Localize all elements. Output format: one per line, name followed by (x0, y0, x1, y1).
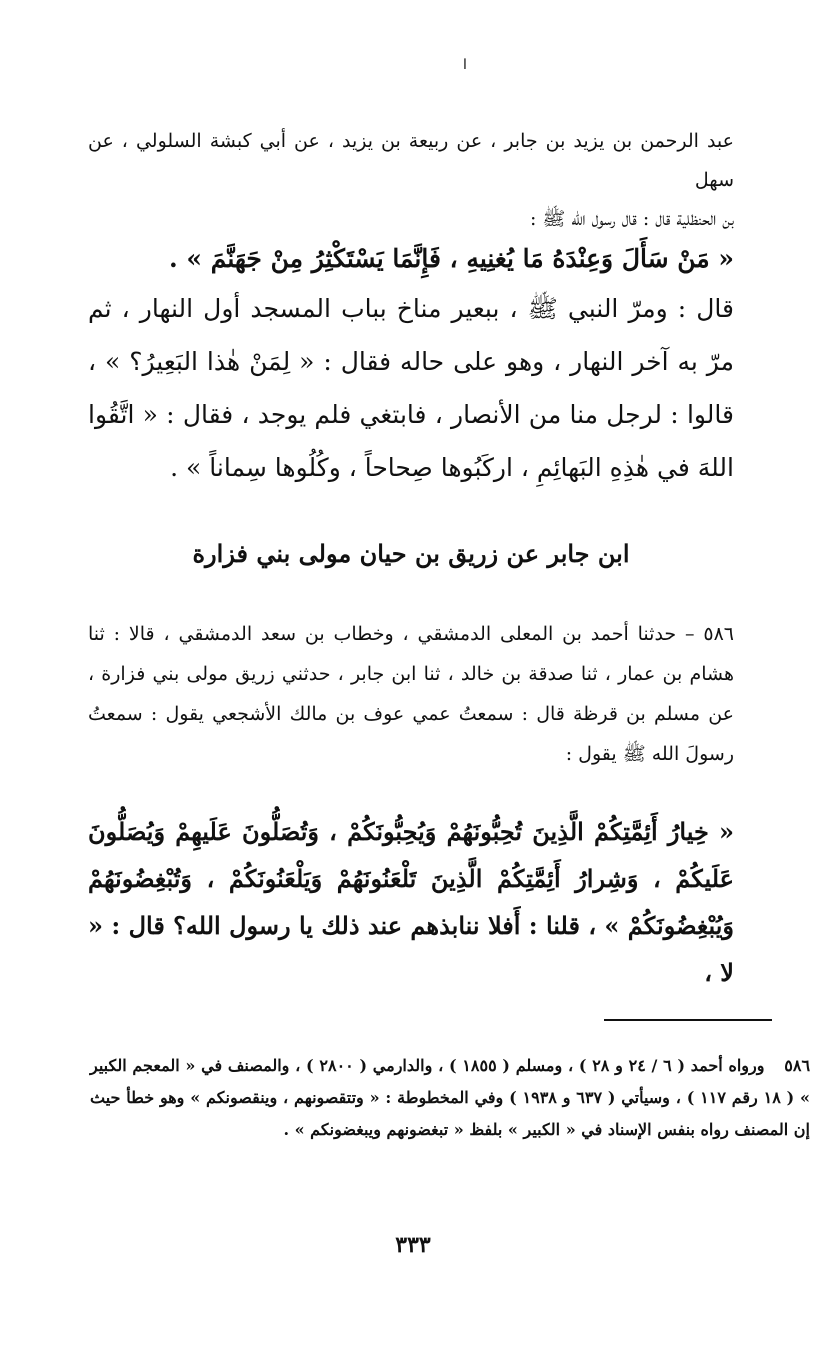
footnote (90, 1050, 810, 1146)
section1-intro-line2: بن الحنظلية قال : قال رسول الله ﷺ : (529, 208, 734, 230)
section1-narration-block (88, 282, 734, 494)
footnote-divider (604, 1019, 772, 1021)
section1-quote: « مَنْ سَأَلَ وَعِنْدَهُ مَا يُغنِيهِ ، فَإِنَّمَا يَسْتَكْثِرُ مِنْ جَهَنَّمَ » . (168, 244, 734, 273)
section2-isnad-block (88, 614, 734, 774)
section2-hadith-block (88, 808, 734, 996)
section-heading: ابن جابر عن زريق بن حيان مولى بني فزارة (192, 539, 630, 568)
section1-intro-line1: عبد الرحمن بن يزيد بن جابر ، عن ربيعة بن يزيد ، عن أبي كبشة السلولي ، عن سهل (88, 130, 734, 191)
section1-quote-block (88, 232, 734, 285)
page-number: ٣٣٣ (395, 1232, 431, 1258)
section1-narration: قال : ومرّ النبي ﷺ ، ببعير مناخ بباب المسجد أول النهار ، ثم مرّ به آخر النهار ، وهو على حاله فقال : « لِمَنْ هٰذا البَعِيرُ؟ » ، قالوا : لرجل منا من الأنصار ، فابتغي فلم يوجد ، فقال : « اتَّقُوا اللهَ في هٰذِهِ البَهائِمِ ، اركَبُوها صِحاحاً ، وكُلُوها سِماناً » . (88, 294, 734, 482)
top-mark: ا (463, 57, 467, 73)
section1-intro (88, 122, 734, 239)
footnote-number: ٥٨٦ (784, 1056, 811, 1075)
section2-isnad: ٥٨٦ – حدثنا أحمد بن المعلى الدمشقي ، وخطاب بن سعد الدمشقي ، قالا : ثنا هشام بن عمار ، ثنا صدقة بن خالد ، ثنا ابن جابر ، حدثني زريق مولى بني فزارة ، عن مسلم بن قرظة قال : سمعتُ عمي عوف بن مالك الأشجعي يقول : سمعتُ رسولَ الله ﷺ يقول : (88, 623, 734, 765)
footnote-text: ورواه أحمد ( ٦ / ٢٤ و ٢٨ ) ، ومسلم ( ١٨٥٥ ) ، والدارمي ( ٢٨٠٠ ) ، والمصنف في « المعجم الكبير » ( ١٨ رقم ١١٧ ) ، وسيأتي ( ٦٣٧ و ١٩٣٨ ) وفي المخطوطة : « وتتقصونهم ، وينقصونكم » وهو خطأ حيث إن المصنف رواه بنفس الإسناد في « الكبير » بلفظ « تبغضونهم ويبغضونكم » . (90, 1056, 811, 1139)
section2-hadith: « خِيارُ أَئِمَّتِكُمْ الَّذِينَ تُحِبُّونَهُمْ وَيُحِبُّونَكُمْ ، وَتُصَلُّونَ عَلَيهِمْ وَيُصَلُّونَ عَلَيكُمْ ، وَشِرارُ أَئِمَّتِكُمْ الَّذِينَ تَلْعَنُونَهُمْ وَيَلْعَنُونَكُمْ ، وَتُبْغِضُونَهُمْ وَيُبْغِضُونَكُمْ » ، قلنا : أَفلا ننابذهم عند ذلك يا رسول الله؟ قال : « لا ، (88, 817, 735, 987)
